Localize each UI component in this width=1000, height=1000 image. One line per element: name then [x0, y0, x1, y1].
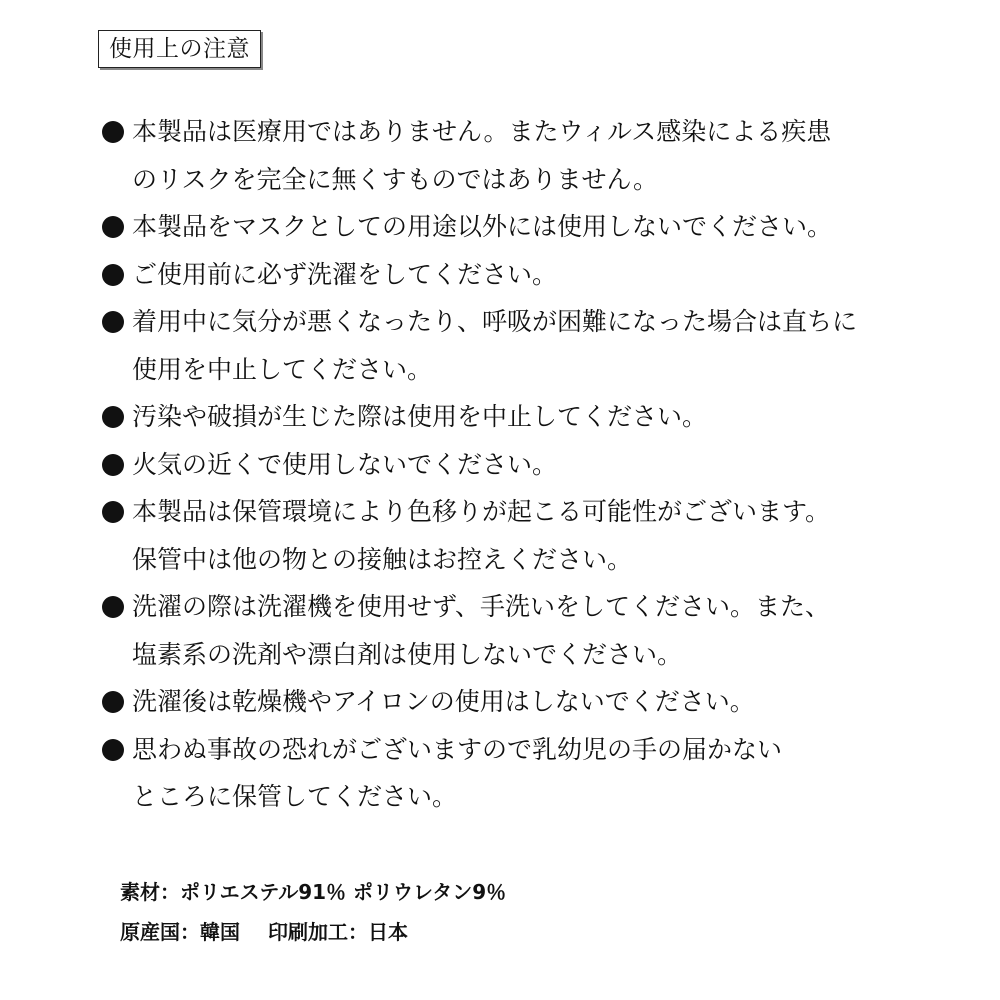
notice-line: 本製品は保管環境により色移りが起こる可能性がございます。	[132, 497, 831, 526]
notice-item	[100, 583, 980, 678]
notice-item	[100, 251, 980, 299]
notice-line: 洗濯の際は洗濯機を使用せず、手洗いをしてください。また、	[132, 592, 831, 621]
notice-line: 本製品は医療用ではありません。またウィルス感染による疾患	[132, 117, 832, 146]
origin-spec-row	[120, 916, 408, 945]
notice-item	[100, 108, 980, 203]
notice-line: 保管中は他の物との接触はお控えください。	[132, 544, 633, 574]
notice-line: 塩素系の洗剤や漂白剤は使用しないでください。	[132, 639, 683, 669]
bullet-icon	[102, 596, 124, 618]
notice-line: 着用中に気分が悪くなったり、呼吸が困難になった場合は直ちに	[132, 307, 858, 336]
notice-line: 使用を中止してください。	[132, 354, 433, 384]
notice-line: 火気の近くで使用しないでください。	[132, 449, 558, 479]
notice-line: 汚染や破損が生じた際は使用を中止してください。	[132, 402, 708, 431]
notice-item	[100, 488, 980, 583]
bullet-icon	[102, 739, 124, 761]
bullet-icon	[102, 406, 124, 428]
material-spec: 素材：ポリエステル91％ ポリウレタン9％	[120, 880, 507, 904]
notice-line: 本製品をマスクとしての用途以外には使用しないでください。	[132, 212, 833, 241]
notice-line: のリスクを完全に無くすものではありません。	[132, 164, 659, 194]
bullet-icon	[102, 454, 124, 476]
notice-item	[100, 203, 980, 251]
origin-spec: 原産国：韓国	[120, 920, 240, 944]
bullet-icon	[102, 216, 124, 238]
notice-line: ところに保管してください。	[132, 782, 458, 811]
notice-line: 思わぬ事故の恐れがございますので乳幼児の手の届かない	[132, 734, 783, 764]
notice-item	[100, 393, 980, 441]
bullet-icon	[102, 121, 124, 143]
bullet-icon	[102, 264, 124, 286]
notice-line: ご使用前に必ず洗濯をしてください。	[132, 259, 558, 289]
bullet-icon	[102, 691, 124, 713]
notice-item	[100, 441, 980, 489]
bullet-icon	[102, 311, 124, 333]
bullet-icon	[102, 501, 124, 523]
notice-item	[100, 298, 980, 393]
notice-item	[100, 726, 980, 821]
notice-heading: 使用上の注意	[98, 30, 261, 68]
notice-line: 洗濯後は乾燥機やアイロンの使用はしないでください。	[132, 687, 755, 716]
notice-list	[100, 108, 980, 821]
notice-item	[100, 678, 980, 726]
printing-spec: 印刷加工：日本	[268, 920, 408, 944]
